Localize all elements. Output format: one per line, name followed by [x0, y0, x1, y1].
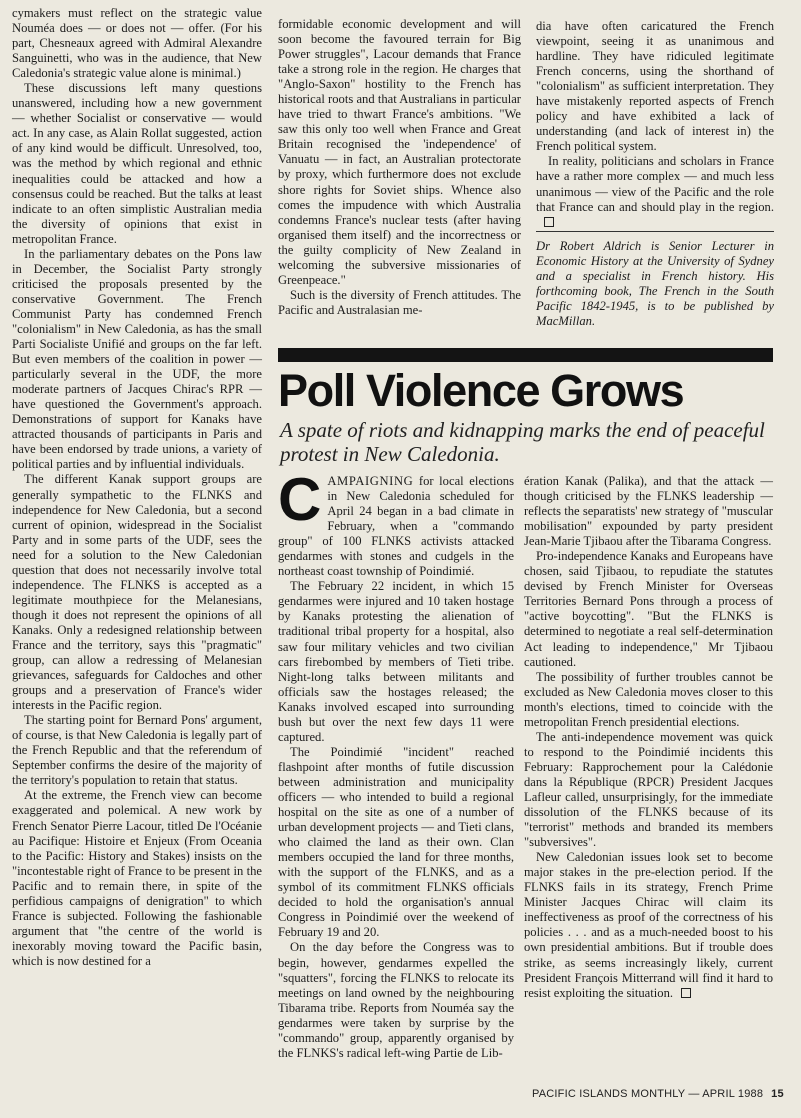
- paragraph: In the parliamentary debates on the Pons law in December, the Socialist Party strongly criticised the proposals presented by the conservative Government. The French Communist Party has condemned French "colonialism" in New Caledonia, as has the small Parti Socialiste Unifié and groups on the far left. But even members of the coalition in power — particularly several in the UDF, the more moderate partners of Jacques Chirac's RPR — have questioned the Government's approach. Demonstrations of support for Kanaks have attracted thousands of participants in Paris and have been endorsed by trade unions, a variety of political parties and by influential individuals.: [12, 246, 262, 472]
- paragraph: Pro-independence Kanaks and Europeans have chosen, said Tjibaou, to repudiate the statutes devised by French Minister for Overseas Territories Bernard Pons through a process of "active boycotting". "But the FLNKS is determined to negotiate a real self-determination Act leading to independence," Mr Tjibaou cautioned.: [524, 549, 773, 669]
- paragraph: [536, 154, 774, 229]
- author-note: Dr Robert Aldrich is Senior Lecturer in Economic History at the University of Sydney and a specialist in French history. His forthcoming book, The French in the South Pacific 1842-1945, is to be published by MacMillan.: [536, 238, 774, 328]
- paragraph: These discussions left many questions unanswered, including how a new government — whether Socialist or conservative — would act. In any case, as Alain Rollat suggested, action of any kind would be difficult. Unresolved, too, was the method by which regional and ethnic inequalities could be attacked and how a consensus could be reached. But the talks at least indicate to an often simplistic Australian media the diversity of opinions that exist in metropolitan France.: [12, 81, 262, 246]
- drop-cap: C: [278, 466, 322, 533]
- paragraph: [524, 850, 773, 1000]
- lead-text: for local elections in New Caledonia scheduled for April 24 began in a bad climate in February, when a "commando group" of 100 FLNKS activists attacked gendarmes with stones and cudgels in the northeast coast township of Poindimié.: [278, 474, 514, 579]
- previous-article-column-1: [12, 6, 262, 969]
- paragraph: The possibility of further troubles cannot be excluded as New Caledonia moves closer to this month's elections, timed to coincide with the metropolitan French presidential elections.: [524, 669, 773, 729]
- article-column-1: [278, 466, 514, 1061]
- paragraph: formidable economic development and will soon become the favoured terrain for Big Power struggles", Lacour demands that France take a strong role in the region. He charges that "Anglo-Saxon" hostility to the French has historical roots and that Australians in particular have tried to thwart France's ambitions. "We saw this only too well when France and Great Britain recognised the 'independence' of Vanuatu — in fact, an Australian protectorate by proxy, which furthermore does not exclude shore rights for Soviet ships. Whence also comes the impudence with which Australia condemns France's nuclear tests (after having organised them itself) and the incorrectness or the guilty complicity of New Zealand in welcoming the subversive missionaries of Greenpeace.": [278, 17, 521, 287]
- article-deck: A spate of riots and kidnapping marks the end of peaceful protest in New Caledonia.: [280, 418, 765, 466]
- paragraph: On the day before the Congress was to begin, however, gendarmes expelled the "squatters", forcing the FLNKS to relocate its meetings on land owned by the neighbouring Tibarama tribe. Reports from Nouméa say the gendarmes were taken by surprise by the "commando" group, apparently organised by the FLNKS's radical left-wing Partie de Lib-: [278, 940, 514, 1060]
- paragraph: dia have often caricatured the French viewpoint, seeing it as unanimous and hardline. They have ridiculed legitimate French concerns, using the shorthand of "colonialism" as sufficient interpretation. They have mistakenly reported aspects of French policy and have exhibited a lack of understanding (and lack of interest in) the French political system.: [536, 19, 774, 154]
- article-column-2: [524, 474, 773, 1001]
- paragraph: The starting point for Bernard Pons' argument, of course, is that New Caledonia is legally part of the French Republic and that the referendum of September confirms the desire of the majority of the territory's population to retain that status.: [12, 713, 262, 788]
- article-headline: Poll Violence Grows: [278, 365, 684, 416]
- previous-article-column-3: [536, 19, 774, 329]
- paragraph: The Poindimié "incident" reached flashpoint after months of futile discussion between administration and municipality officers — who intended to build a regional hospital on the site as one of a number of urban development projects — and Tieti clans, who claimed the land as their own. Clan members occupied the land for three months, with the support of the FLNKS, and as a symbol of its commitment FLNKS officials decided to hold the organisation's annual Congress in Poindimié over the weekend of February 19 and 20.: [278, 744, 514, 940]
- lead-caps: AMPAIGNING: [327, 474, 414, 488]
- end-of-article-mark: [544, 217, 554, 227]
- paragraph-text: In reality, politicians and scholars in France have a rather more complex — and much less unanimous — view of the Pacific and the role that France can and should play in the region.: [536, 154, 774, 214]
- paragraph: The anti-independence movement was quick to respond to the Poindimié incidents this February: Rapprochement pour la Calédonie dans la République (RPCR) President Jacques Lafleur called, unsurprisingly, for the immediate dissolution of the FLNKS because of its "terrorist" methods and branded its members "subversives".: [524, 729, 773, 850]
- previous-article-column-2: [278, 17, 521, 318]
- paragraph: cymakers must reflect on the strategic value Nouméa does — or does not — offer. (For his part, Chesneaux agreed with Admiral Alexandre Sanguinetti, who was in the audience, that New Caledonia's strategic value alone is minimal.): [12, 6, 262, 81]
- end-of-article-mark: [681, 988, 691, 998]
- paragraph-text: New Caledonian issues look set to become major stakes in the pre-election period. If the FLNKS fails in its strategy, French Prime Minister Jacques Chirac will claim its ineffectiveness as proof of the correctness of his policies . . . and as a much-needed boost to his own presidential ambitions. But if trouble does strike, as seems increasingly likely, current President François Mitterrand will find it hard to resist exploiting the situation.: [524, 850, 773, 1000]
- page-footer: [532, 1088, 784, 1100]
- paragraph: The different Kanak support groups are generally sympathetic to the FLNKS and independence for New Caledonia, but a second current of opinion, widespread in the Socialist Party and in some parts of the UDF, sees the need for a solution to the New Caledonian question that does not necessarily involve total independence. The FLNKS is accepted as a legitimate mouthpiece for the Melanesians, though it does not represent the opinions of all Kanaks. Only a redesigned relationship between France and the territory, says this "pragmatic" group, can allow a redressing of Melanesian grievances, safeguards for Caldoches and other groups and a preservation of France's wider interests in the Pacific region.: [12, 472, 262, 713]
- paragraph: The February 22 incident, in which 15 gendarmes were injured and 10 taken hostage by Kanaks protesting the alienation of traditional tribal property for a hospital, also saw four military vehicles and two civilian cars firebombed by members of Tieti tribe. Night-long talks between militants and officials saw the hostages released; the Kanaks involved escaped into surrounding bush but over the next few days 11 were captured.: [278, 579, 514, 744]
- section-divider-bar: [278, 348, 773, 362]
- lead-paragraph: [278, 466, 514, 579]
- author-note-divider: [536, 231, 774, 232]
- paragraph: Such is the diversity of French attitudes. The Pacific and Australasian me-: [278, 287, 521, 317]
- publication-line: PACIFIC ISLANDS MONTHLY — APRIL 1988: [532, 1088, 764, 1100]
- paragraph: ération Kanak (Palika), and that the attack — though criticised by the FLNKS leadership — reflects the separatists' new strategy of "muscular mobilisation" expounded by party president Jean-Marie Tjibaou after the Tibarama Congress.: [524, 474, 773, 549]
- page-number: 15: [771, 1088, 784, 1100]
- paragraph: At the extreme, the French view can become exaggerated and polemical. A new work by French Senator Pierre Lacour, titled De l'Océanie au Pacifique: Histoire et Enjeux (From Oceania to the Pacific: History and Stakes) insists on the "incontestable right of France to be present in the Pacific and to remain there, in spite of the perfidious campaigns of denigration" to which France is subjected. Following the fashionable argument that "the centre of the world is inexorably moving toward the Pacific basin, which is now destined for a: [12, 788, 262, 968]
